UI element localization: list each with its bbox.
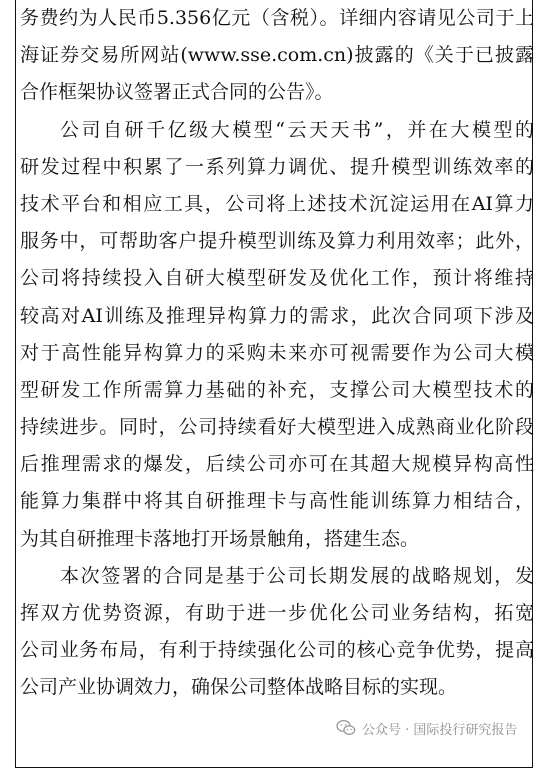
text-line: 公司产业协调效力，确保公司整体战略目标的实现。 xyxy=(20,676,458,699)
text-line: 为其自研推理卡落地打开场景触角，搭建生态。 xyxy=(20,527,420,550)
text-line: 公司将持续投入自研大模型研发及优化工作，预计将维持 xyxy=(20,267,534,290)
text-line: 能算力集群中将其自研推理卡与高性能训练算力相结合， xyxy=(20,490,534,513)
text-line: 型研发工作所需算力基础的补充，支撑公司大模型技术的 xyxy=(20,378,534,401)
text-line: 务费约为人民币5.356亿元（含税）。详细内容请见公司于上 xyxy=(20,7,534,29)
paragraph-strategic-plan xyxy=(20,558,534,707)
text-line: 海证券交易所网站(www.sse.com.cn)披露的《关于已披露 xyxy=(20,44,534,67)
text-line: 较高对AI训练及推理异构算力的需求，此次合同项下涉及 xyxy=(20,304,534,327)
wechat-icon xyxy=(336,719,356,737)
paragraph-contract-fee xyxy=(20,0,534,112)
text-line: 本次签署的合同是基于公司长期发展的战略规划，发 xyxy=(60,564,534,587)
paragraph-self-developed-model xyxy=(20,112,534,558)
text-line: 公司自研千亿级大模型“云天天书”，并在大模型的 xyxy=(60,118,534,141)
watermark-text: 公众号 · 国际投行研究报告 xyxy=(362,722,518,738)
text-line: 研发过程中积累了一系列算力调优、提升模型训练效率的 xyxy=(20,155,534,178)
text-line: 对于高性能异构算力的采购未来亦可视需要作为公司大模 xyxy=(20,341,534,364)
wechat-watermark xyxy=(332,716,521,740)
text-line: 技术平台和相应工具，公司将上述技术沉淀运用在AI算力 xyxy=(20,192,534,215)
text-line: 持续进步。同时，公司持续看好大模型进入成熟商业化阶段 xyxy=(20,416,534,439)
text-line: 合作框架协议签署正式合同的公告》。 xyxy=(20,81,334,104)
text-line: 服务中，可帮助客户提升模型训练及算力利用效率；此外， xyxy=(20,230,534,253)
text-line: 挥双方优势资源，有助于进一步优化公司业务结构，拓宽 xyxy=(20,602,534,624)
document-body xyxy=(20,0,534,707)
text-line: 后推理需求的爆发，后续公司亦可在其超大规模异构高性 xyxy=(20,453,534,476)
text-line: 公司业务布局，有利于持续强化公司的核心竞争优势，提高 xyxy=(20,639,534,662)
